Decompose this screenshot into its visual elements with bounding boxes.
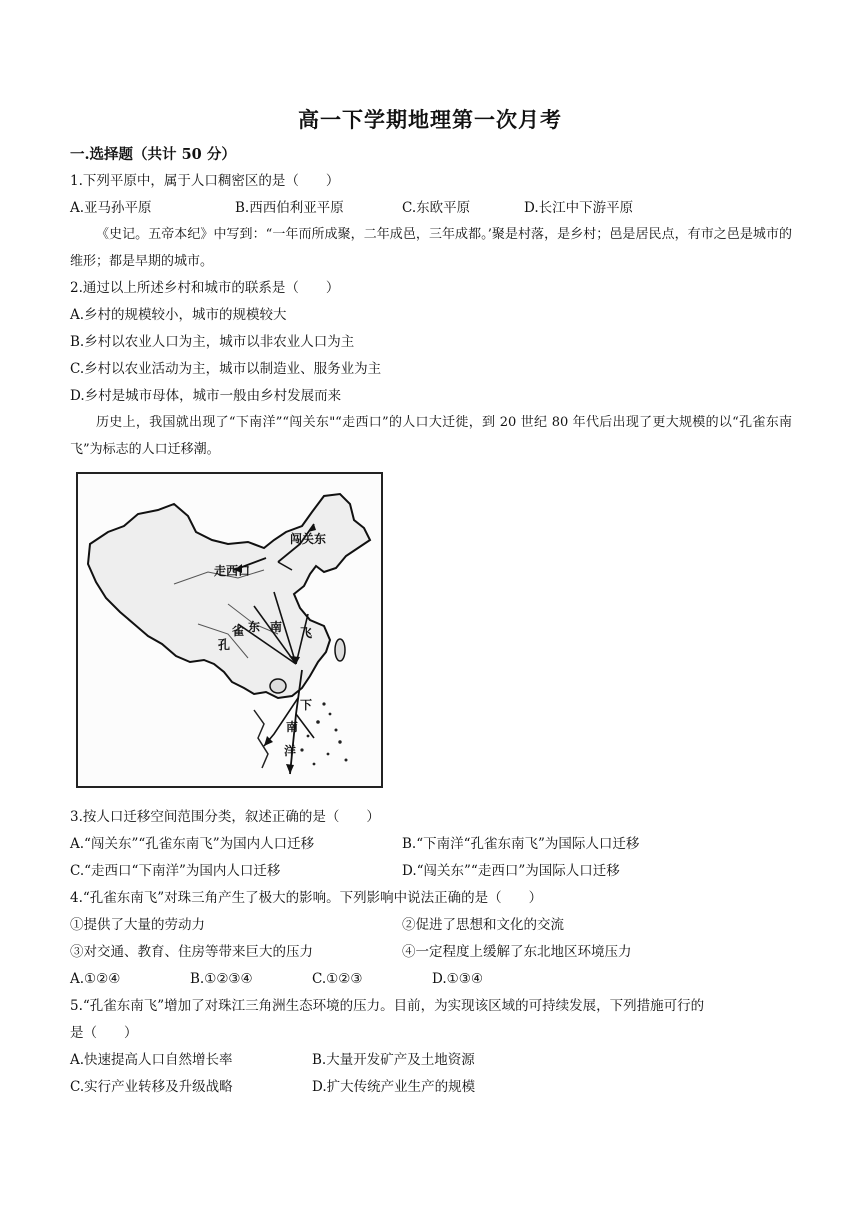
china-map-drawing: [78, 474, 381, 786]
question-4-stem: 4.“孔雀东南飞”对珠三角产生了极大的影响。下列影响中说法正确的是（ ）: [70, 890, 543, 906]
q4-option-c: C.①②③: [312, 971, 363, 987]
question-3-stem: 3.按人口迁移空间范围分类，叙述正确的是（ ）: [70, 809, 380, 825]
label-nan: 南: [270, 620, 283, 634]
q2-option-a: A.乡村的规模较小，城市的规模较大: [70, 307, 287, 323]
question-5-stem-cont: 是（ ）: [70, 1025, 138, 1041]
q5-option-b: B.大量开发矿产及土地资源: [312, 1052, 475, 1068]
q2-option-d: D.乡村是城市母体，城市一般由乡村发展而来: [70, 388, 342, 404]
q4-option-a: A.①②④: [70, 971, 121, 987]
question-5-stem: 5.“孔雀东南飞”增加了对珠江三角洲生态环境的压力。目前，为实现该区域的可持续发展，下列措施可行的: [70, 998, 705, 1014]
label-que: 雀: [232, 624, 245, 638]
q5-option-c: C.实行产业转移及升级战略: [70, 1079, 233, 1095]
q3-option-b: B.“下南洋“孔雀东南飞”为国际人口迁移: [402, 836, 640, 852]
migration-map: [76, 472, 383, 788]
section-heading: 一.选择题（共计 50 分）: [70, 146, 236, 163]
label-zouxikou: 走西口: [214, 564, 251, 578]
q4-option-d: D.①③④: [432, 971, 483, 987]
label-kong: 孔: [218, 638, 231, 652]
label-chuangguandong: 闯关东: [290, 532, 327, 546]
china-outline: [88, 494, 370, 698]
label-xia: 下: [300, 698, 313, 712]
label-dong: 东: [248, 620, 261, 634]
q5-option-d: D.扩大传统产业生产的规模: [312, 1079, 476, 1095]
question-2-stem: 2.通过以上所述乡村和城市的联系是（ ）: [70, 280, 340, 296]
q1-option-c: C.东欧平原: [402, 200, 471, 216]
q1-option-a: A.亚马孙平原: [70, 200, 152, 216]
q3-option-d: D.“闯关东”“走西口”为国际人口迁移: [402, 863, 620, 879]
q4-option-b: B.①②③④: [190, 971, 253, 987]
label-yang: 洋: [284, 744, 297, 758]
q3-option-a: A.“闯关东”“孔雀东南飞”为国内人口迁移: [70, 836, 315, 852]
q2-option-b: B.乡村以农业人口为主，城市以非农业人口为主: [70, 334, 355, 350]
q4-item-2: ②促进了思想和文化的交流: [402, 917, 564, 933]
q4-item-3: ③对交通、教育、住房等带来巨大的压力: [70, 944, 313, 960]
q4-item-1: ①提供了大量的劳动力: [70, 917, 205, 933]
passage-shiji: 《史记。五帝本纪》中写到：“一年而所成聚，二年成邑，三年成都。’聚是村落，是乡村；邑是居民点，有市之邑是城市的维形；都是早期的城市。: [70, 227, 792, 269]
q5-option-a: A.快速提高人口自然增长率: [70, 1052, 233, 1068]
passage-migration: 历史上，我国就出现了“下南洋”“闯关东"“走西口”的人口大迁徙，到 20 世纪 80 年代后出现了更大规模的以“孔雀东南飞”为标志的人口迁移潮。: [70, 415, 792, 457]
label-fei: 飞: [300, 626, 313, 640]
q3-option-c: C.“走西口“下南洋”为国内人口迁移: [70, 863, 281, 879]
q1-option-d: D.长江中下游平原: [524, 200, 634, 216]
question-1-stem: 1.下列平原中，属于人口稠密区的是（ ）: [70, 173, 340, 189]
q4-item-4: ④一定程度上缓解了东北地区环境压力: [402, 944, 632, 960]
page-title: 高一下学期地理第一次月考: [298, 107, 562, 132]
q1-option-b: B.西西伯利亚平原: [235, 200, 344, 216]
label-nan2: 南: [286, 720, 299, 734]
q2-option-c: C.乡村以农业活动为主，城市以制造业、服务业为主: [70, 361, 382, 377]
